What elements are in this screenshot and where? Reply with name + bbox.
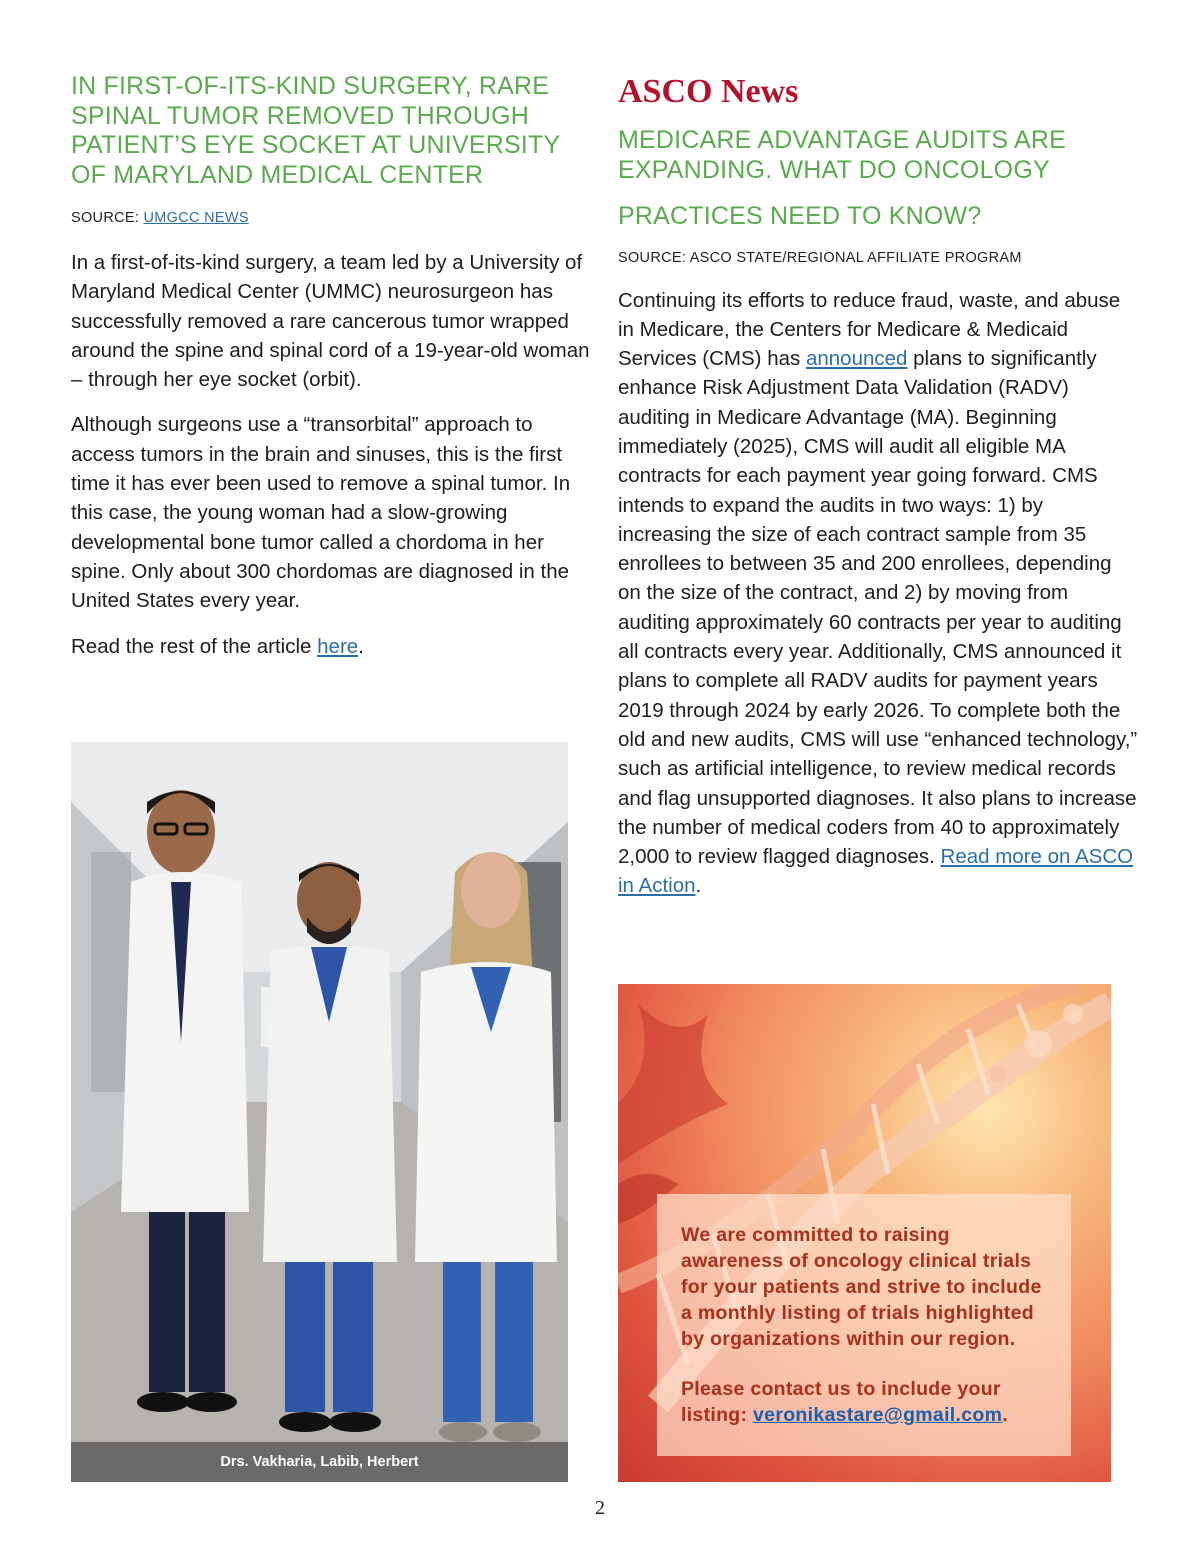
left-headline-line: PATIENT’S EYE SOCKET AT UNIVERSITY: [71, 131, 561, 159]
promo-message-box: [657, 1194, 1071, 1456]
umgcc-news-link[interactable]: UMGCC NEWS: [143, 210, 249, 226]
read-more-line: [71, 632, 591, 661]
left-headline-line: IN FIRST-OF-ITS-KIND SURGERY, RARE: [71, 72, 550, 100]
right-article: [618, 72, 1138, 917]
right-source: SOURCE: ASCO STATE/REGIONAL AFFILIATE PROGRAM: [618, 249, 1022, 266]
left-headline-line: SPINAL TUMOR REMOVED THROUGH: [71, 101, 529, 130]
left-source: [71, 210, 591, 226]
contact-email-link[interactable]: veronikastare@gmail.com: [753, 1404, 1003, 1426]
promo-commitment-text: We are committed to raising awareness of oncology clinical trials for your patients and strive to include a monthly listing of trials highlighted by organizations within our region.: [681, 1224, 1042, 1350]
promo-contact-suffix: .: [1002, 1404, 1008, 1426]
left-paragraph-1: In a first-of-its-kind surgery, a team led by a University of Maryland Medical Center (UMMC) neurosurgeon has successfully removed a rare cancerous tumor wrapped around the spine and spinal cord of a 19-year-old woman – through her eye socket (orbit).: [71, 251, 590, 392]
left-source-prefix: SOURCE:: [71, 210, 144, 226]
promo-contact-prefix: Please contact us to include your listing:: [681, 1378, 1001, 1426]
read-article-here-link[interactable]: here: [317, 634, 359, 658]
left-article: [71, 72, 591, 677]
left-headline: [71, 72, 591, 190]
left-paragraph-2: Although surgeons use a “transorbital” approach to access tumors in the brain and sinuses, this is the first time it has ever been used to remove a spinal tumor. In this case, the young woman had a slow-growing developmental bone tumor called a chordoma in her spine. Only about 300 chordomas are diagnosed in the United States every year.: [71, 413, 571, 613]
right-headline-line: PRACTICES NEED TO KNOW?: [618, 202, 982, 230]
right-headline-line: MEDICARE ADVANTAGE AUDITS ARE: [618, 126, 1067, 154]
right-body: [618, 286, 1138, 901]
doctors-photo: [71, 742, 568, 1482]
doctors-photo-illustration: [71, 742, 568, 1482]
read-more-prefix: Read the rest of the article: [71, 634, 318, 658]
right-body-part2: plans to significantly enhance Risk Adjustment Data Validation (RADV) auditing in Medicare Advantage (MA). Beginning immediately (2025), CMS will audit all eligible MA contracts for each payment year going forward. CMS intends to expand the audits in two ways: 1) by increasing the size of each contract sample from 35 enrollees to between 35 and 200 enrollees, depending on the size of the contract, and 2) by moving from auditing approximately 60 contracts per year to auditing all contracts every year. Additionally, CMS announced it plans to complete all RADV audits for payment years 2019 through 2024 by early 2026. To complete both the old and new audits, CMS will use “enhanced technology,” such as artificial intelligence, to review medical records and flag unsupported diagnoses. It also plans to increase the number of medical coders from 40 to approximately 2,000 to review flagged diagnoses.: [618, 347, 1138, 869]
left-headline-line: OF MARYLAND MEDICAL CENTER: [71, 160, 484, 189]
read-more-suffix: .: [358, 634, 364, 658]
right-headline: [618, 126, 1138, 232]
headline-gap: [618, 185, 1138, 202]
clinical-trials-promo: [618, 984, 1111, 1482]
asco-news-title: ASCO News: [618, 73, 799, 110]
right-headline-line: EXPANDING. WHAT DO ONCOLOGY: [618, 155, 1050, 184]
page-number: 2: [595, 1497, 605, 1519]
promo-contact-text: [681, 1376, 1047, 1428]
photo-caption: Drs. Vakharia, Labib, Herbert: [71, 1442, 568, 1482]
announced-link[interactable]: announced: [805, 347, 908, 371]
asco-in-action-link[interactable]: Read more on ASCO in Action: [618, 845, 1134, 898]
right-body-part1: Continuing its efforts to reduce fraud, waste, and abuse in Medicare, the Centers for Medicare & Medicaid Services (CMS) has: [618, 288, 1121, 371]
right-body-suffix: .: [695, 874, 702, 898]
